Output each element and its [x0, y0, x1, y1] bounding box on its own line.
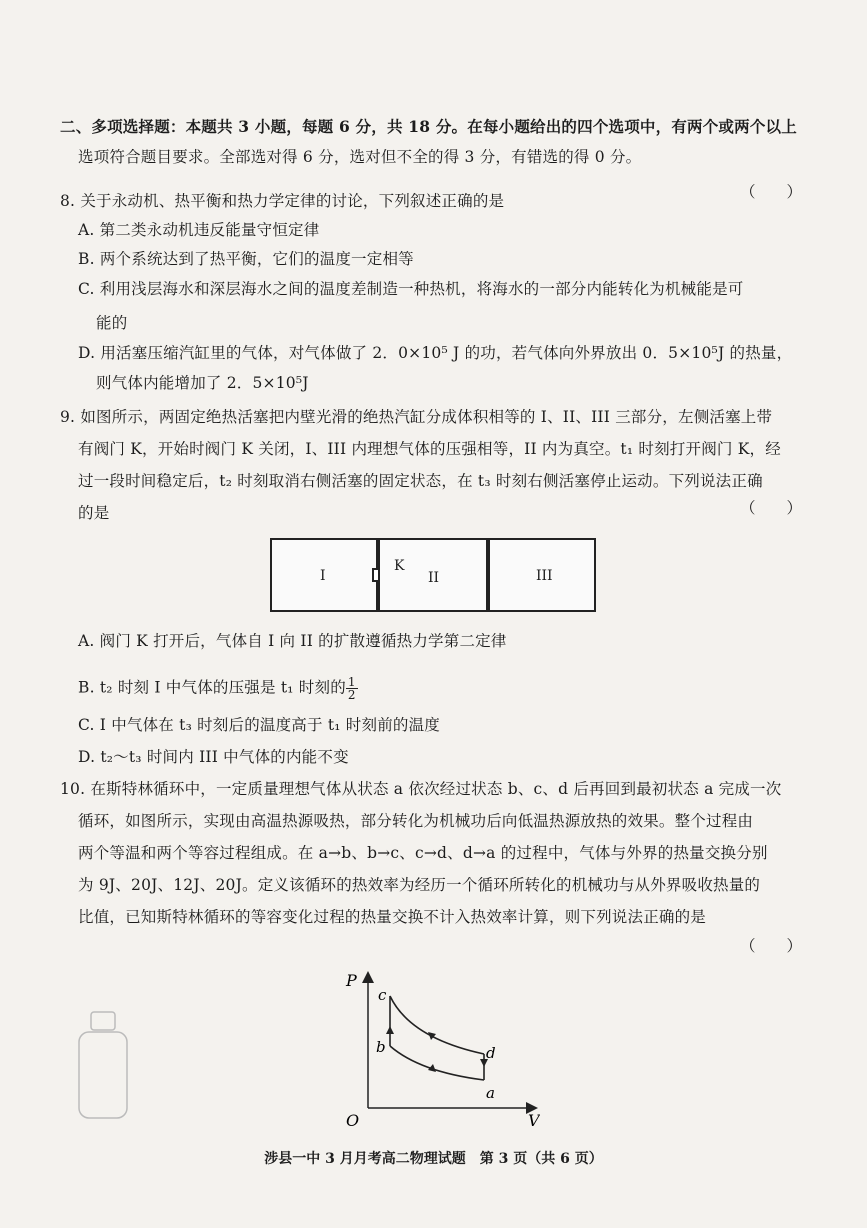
- q10-stem-line4: 为 9J、20J、12J、20J。定义该循环的热效率为经历一个循环所转化的机械功与从外界吸收热量的: [78, 876, 761, 894]
- cylinder-diagram: [270, 538, 596, 612]
- bottle-sketch: [75, 1010, 131, 1120]
- section-heading-line1: 二、多项选择题：本题共 3 小题，每题 6 分，共 18 分。在每小题给出的四个选项中，有两个或两个以上: [60, 117, 797, 136]
- q9-stem-line3: 过一段时间稳定后，t₂ 时刻取消右侧活塞的固定状态，在 t₃ 时刻右侧活塞停止运动。下列说法正确: [78, 472, 763, 490]
- q9-stem-line1: 9. 如图所示，两固定绝热活塞把内壁光滑的绝热汽缸分成体积相等的 I、II、III 三部分，左侧活塞上带: [60, 408, 773, 426]
- q9-option-d: D. t₂～t₃ 时间内 III 中气体的内能不变: [78, 748, 349, 766]
- arrow-bc: [386, 1026, 394, 1034]
- point-a-label: a: [486, 1084, 495, 1102]
- origin-label: O: [346, 1111, 360, 1128]
- q9-option-b: [78, 676, 358, 701]
- fraction: [346, 676, 358, 701]
- q8-option-a: A. 第二类永动机违反能量守恒定律: [78, 221, 320, 239]
- q8-option-c-line1: C. 利用浅层海水和深层海水之间的温度差制造一种热机，将海水的一部分内能转化为机械能是可: [78, 280, 744, 298]
- v-axis-label: V: [528, 1111, 540, 1128]
- isotherm-cd: [390, 996, 484, 1054]
- chamber-i-label: I: [320, 568, 326, 584]
- valve-k-label: K: [394, 558, 405, 574]
- fraction-numerator: 1: [347, 675, 356, 689]
- q8-option-c-line2: 能的: [96, 314, 128, 332]
- point-d-label: d: [486, 1044, 496, 1062]
- chamber-iii-label: III: [536, 568, 553, 584]
- p-axis-label: P: [346, 971, 357, 990]
- point-b-label: b: [376, 1038, 386, 1056]
- q9-stem-line2: 有阀门 K，开始时阀门 K 关闭，I、III 内理想气体的压强相等，II 内为真空。t₁ 时刻打开阀门 K，经: [78, 440, 781, 458]
- chamber-ii-label: II: [428, 570, 440, 586]
- pv-diagram: [340, 968, 540, 1128]
- right-piston: [486, 540, 490, 610]
- q8-option-b: B. 两个系统达到了热平衡，它们的温度一定相等: [78, 250, 414, 268]
- q8-stem: 8. 关于永动机、热平衡和热力学定律的讨论，下列叙述正确的是: [60, 192, 505, 210]
- q10-stem-line3: 两个等温和两个等容过程组成。在 a→b、b→c、c→d、d→a 的过程中，气体与外界的热量交换分别: [78, 844, 768, 862]
- q9-option-a: A. 阀门 K 打开后，气体自 I 向 II 的扩散遵循热力学第二定律: [78, 632, 507, 650]
- arrow-cd: [428, 1032, 436, 1040]
- q10-answer-paren: （ ）: [740, 937, 803, 955]
- q9-option-c: C. I 中气体在 t₃ 时刻后的温度高于 t₁ 时刻前的温度: [78, 716, 441, 734]
- q9-option-b-text: B. t₂ 时刻 I 中气体的压强是 t₁ 时刻的: [78, 678, 346, 697]
- point-c-label: c: [378, 986, 387, 1004]
- q10-stem-line1: 10. 在斯特林循环中，一定质量理想气体从状态 a 依次经过状态 b、c、d 后再回到最初状态 a 完成一次: [60, 780, 782, 798]
- q8-answer-paren: （ ）: [740, 183, 803, 201]
- q10-stem-line2: 循环，如图所示，实现由高温热源吸热，部分转化为机械功后向低温热源放热的效果。整个过程由: [78, 812, 754, 830]
- valve-k: [372, 568, 380, 582]
- q8-option-d-line1: D. 用活塞压缩汽缸里的气体，对气体做了 2．0×10⁵ J 的功，若气体向外界放出 0．5×10⁵J 的热量，: [78, 344, 793, 362]
- fraction-denominator: 2: [347, 688, 356, 702]
- q8-option-d-line2: 则气体内能增加了 2．5×10⁵J: [96, 374, 309, 392]
- section-heading-line2: 选项符合题目要求。全部选对得 6 分，选对但不全的得 3 分，有错选的得 0 分。: [78, 148, 642, 166]
- q9-answer-paren: （ ）: [740, 499, 803, 517]
- page-footer: 涉县一中 3 月月考高二物理试题 第 3 页（共 6 页）: [264, 1151, 603, 1167]
- q9-stem-line4: 的是: [78, 504, 110, 522]
- q10-stem-line5: 比值，已知斯特林循环的等容变化过程的热量交换不计入热效率计算，则下列说法正确的是: [78, 908, 707, 926]
